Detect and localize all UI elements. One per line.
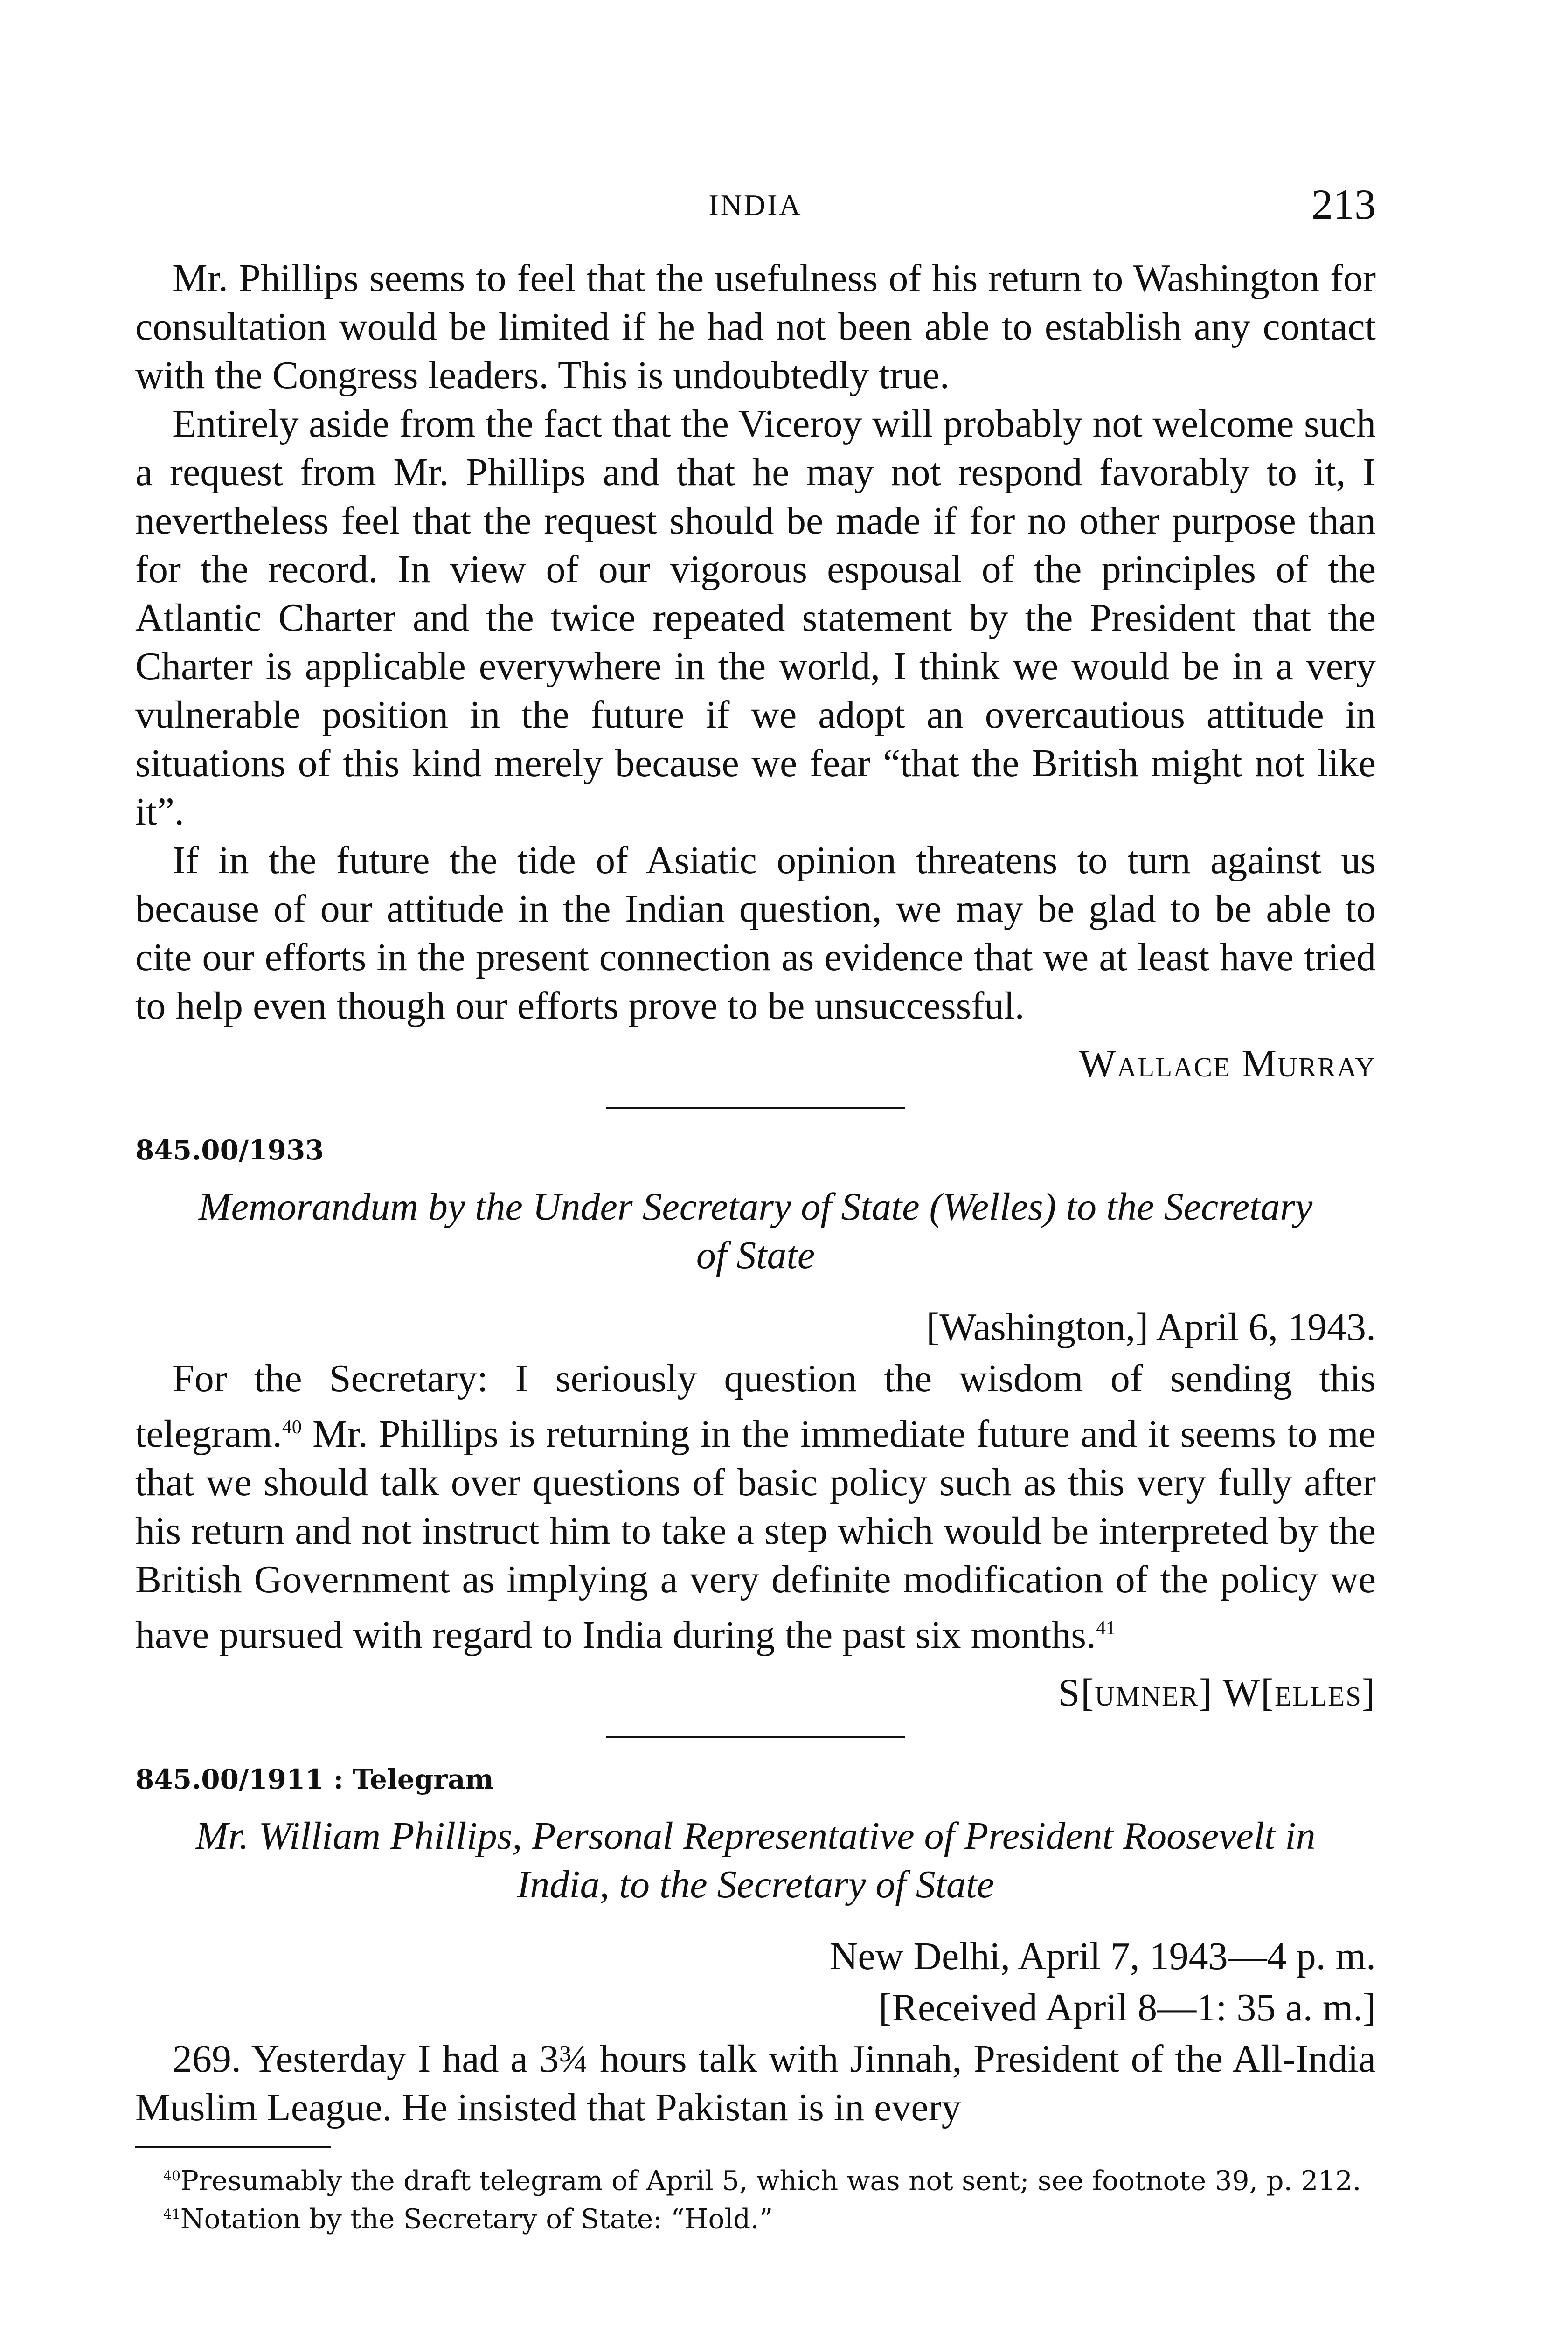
paragraph: Mr. Phillips seems to feel that the usefulness of his return to Washington for consultation would be limited if he had not been able to establish any contact with the Congress leaders. This is undoubtedly true.: [135, 257, 1376, 397]
section-divider: [606, 1107, 905, 1109]
paragraph: 269. Yesterday I had a 3¾ hours talk with Jinnah, President of the All-India Muslim League. He insisted that Pakistan is in every: [135, 2037, 1376, 2129]
paragraph: Entirely aside from the fact that the Viceroy will probably not welcome such a request from Mr. Phillips and that he may not respond favorably to it, I nevertheless feel that the request should be made if for no other purpose than for the record. In view of our vigorous espousal of the principles of the Atlantic Charter and the twice repeated statement by the President that the Charter is applicable everywhere in the world, I think we would be in a very vulnerable position in the future if we adopt an overcautious attitude in situations of this kind merely because we fear “that the British might not like it”.: [135, 402, 1376, 833]
page-header: [135, 180, 1376, 231]
signature-murray: Wallace Murray: [1079, 1042, 1376, 1085]
page-body: [135, 254, 1376, 2236]
document-title: Mr. William Phillips, Personal Representative of President Roosevelt in India, to the Secretary of State: [195, 1814, 1316, 1906]
footnote: [135, 2159, 1376, 2197]
paragraph-text: For the Secretary: I seriously question the wisdom of sending this telegram.: [135, 1357, 1376, 1456]
welles-memorandum: [135, 1131, 1376, 1717]
footnote-number: 41: [163, 2206, 180, 2222]
footnote-text: Notation by the Secretary of State: “Hold.”: [180, 2203, 773, 2235]
footnote-ref: 41: [1096, 1617, 1116, 1639]
footnote-divider: [135, 2146, 331, 2148]
paragraph: If in the future the tide of Asiatic opinion threatens to turn against us because of our attitude in the Indian question, we may be glad to be able to cite our efforts in the present connection as evidence that we at least have tried to help even though our efforts prove to be unsuccessful.: [135, 839, 1376, 1027]
document-title: Memorandum by the Under Secretary of State (Welles) to the Secretary of State: [198, 1185, 1313, 1277]
murray-memo-continuation: [135, 254, 1376, 1088]
file-number: 845.00/1933: [135, 1134, 324, 1166]
footnote-text: Presumably the draft telegram of April 5, which was not sent; see footnote 39, p. 212.: [180, 2165, 1361, 2197]
footnote-number: 40: [163, 2168, 180, 2184]
running-head: INDIA: [708, 188, 803, 222]
paragraph: [135, 1354, 1376, 1659]
paragraph-text: Mr. Phillips is returning in the immediate future and it seems to me that we should talk over questions of basic policy such as this very fully after his return and not instruct him to take a step which would be interpreted by the British Government as implying a very definite modification of the policy we have pursued with regard to India during the past six months.: [135, 1412, 1376, 1657]
footnotes: [135, 2159, 1376, 2236]
footnote: [135, 2197, 1376, 2235]
footnote-ref: 40: [282, 1416, 302, 1438]
file-number: 845.00/1911 : Telegram: [135, 1763, 494, 1795]
received-line: [Received April 8—1: 35 a. m.]: [878, 1986, 1376, 2029]
signature-welles: S[umner] W[elles]: [1058, 1671, 1376, 1714]
dateline: [Washington,] April 6, 1943.: [926, 1305, 1376, 1349]
page-number: 213: [1311, 180, 1376, 228]
phillips-telegram: [135, 1761, 1376, 2132]
dateline: New Delhi, April 7, 1943—4 p. m.: [829, 1935, 1376, 1978]
section-divider: [606, 1736, 905, 1738]
